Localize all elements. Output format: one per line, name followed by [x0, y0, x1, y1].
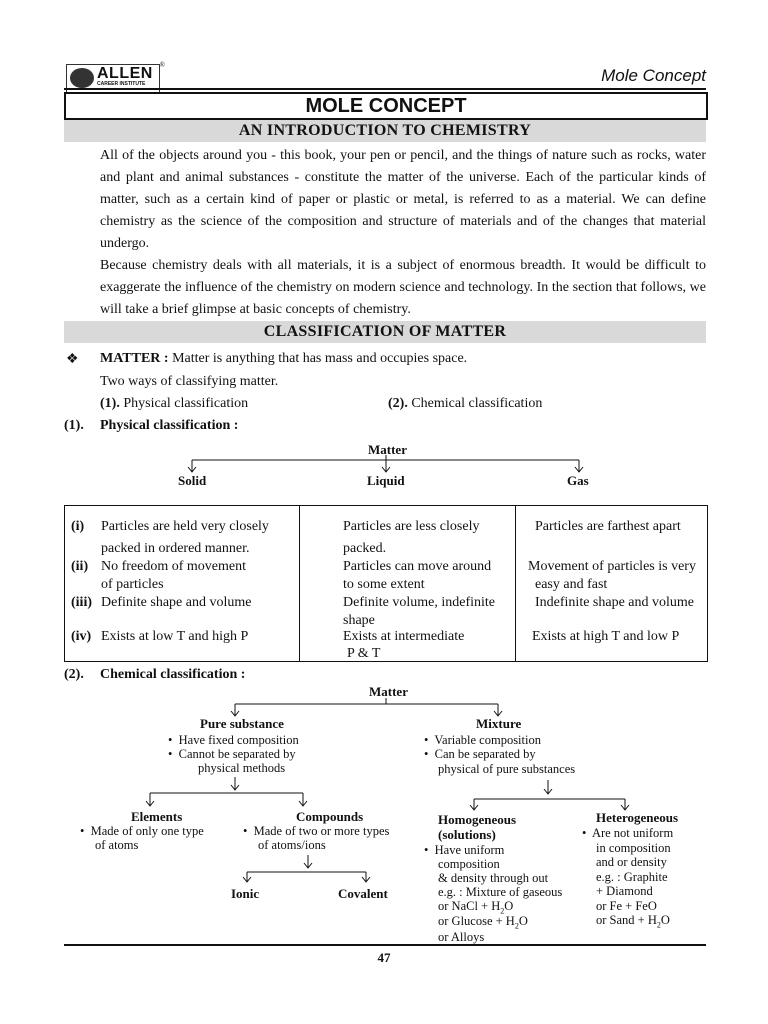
table-cell: Particles are held very closely [101, 519, 269, 534]
heterogeneous-title: Heterogeneous [596, 810, 679, 825]
homo-point: e.g. : Mixture of gaseous [438, 885, 563, 899]
homo-point: or $Glucose + H_2O$ [438, 914, 528, 931]
table-cell: Movement of particles is very [528, 559, 696, 574]
homogeneous-title: Homogeneous [438, 812, 516, 827]
table-cell: Exists at low T and high P [101, 629, 249, 644]
homogeneous-subtitle: (solutions) [438, 827, 496, 842]
matter-label: MATTER : [100, 351, 169, 366]
chemical-num: (2). [64, 667, 84, 682]
logo-brand: ALLEN [97, 65, 153, 82]
mixture-point: physical of pure substances [438, 762, 576, 776]
logo-subtitle: CAREER INSTITUTE [97, 81, 146, 87]
page-number: 47 [377, 950, 391, 965]
chemical-root: Matter [369, 684, 408, 699]
compounds-title: Compounds [296, 809, 364, 824]
running-title: Mole Concept [601, 66, 706, 85]
table-cell: Particles are less closely [343, 519, 480, 534]
homo-point: & density through out [438, 871, 549, 885]
row-num: (iii) [71, 595, 92, 610]
physical-root: Matter [368, 442, 407, 457]
table-cell: Indefinite shape and volume [535, 595, 695, 610]
homo-point: or Alloys [438, 930, 485, 944]
elements-point: • Made of only one type [80, 824, 204, 838]
registered-icon: ® [159, 61, 165, 69]
table-cell: Exists at intermediate [343, 629, 465, 644]
bullet-icon: ❖ [66, 352, 79, 367]
table-cell: to some extent [343, 577, 425, 592]
option-physical: (1). Physical classification [100, 396, 249, 411]
intro-paragraph-1: All of the objects around you - this book, your pen or pencil, and the things of nature such as rocks, water and plant and animal substances - constitute the matter of the universe. Each of the particular kinds of matter, such as a certain kind of paper or plastic or metal, is referred to as a material. We can define chemistry as the science of the composition and structure of materials and of the changes that material undergo. [100, 148, 706, 251]
table-cell: packed. [343, 541, 387, 556]
table-cell: easy and fast [535, 577, 608, 592]
physical-gas: Gas [567, 473, 589, 488]
hetero-point: + Diamond [596, 884, 653, 898]
footer-rule [64, 944, 706, 946]
classification-heading: CLASSIFICATION OF MATTER [64, 321, 706, 343]
covalent-label: Covalent [338, 886, 388, 901]
hetero-point: or Sand + $H_2O$ [596, 913, 670, 930]
table-cell: Definite volume, indefinite [343, 595, 496, 610]
option-chemical: (2). Chemical classification [388, 396, 543, 411]
pure-point: • Cannot be separated by [168, 747, 296, 761]
hetero-point: and or density [596, 855, 667, 869]
table-cell: No freedom of movement [101, 559, 247, 574]
hetero-point: • Are not uniform [582, 826, 674, 840]
mixture-title: Mixture [476, 716, 522, 731]
physical-heading: Physical classification : [100, 418, 239, 433]
intro-heading: AN INTRODUCTION TO CHEMISTRY [64, 120, 706, 142]
table-cell: Definite shape and volume [101, 595, 252, 610]
page-title: MOLE CONCEPT [64, 92, 708, 120]
table-cell: P & T [347, 646, 381, 661]
intro-paragraph-2: Because chemistry deals with all materials, it is a subject of enormous breadth. It would be difficult to exaggerate the influence of the chemistry on modern science and technology. In the section that follows, we will take a brief glimpse at basic concepts of chemistry. [100, 258, 706, 317]
table-divider [515, 506, 516, 661]
row-num: (i) [71, 519, 85, 534]
two-ways-text: Two ways of classifying matter. [100, 374, 279, 389]
row-num: (ii) [71, 559, 89, 574]
homo-point: • Have uniform [424, 843, 505, 857]
compounds-point: of atoms/ions [258, 838, 326, 852]
pure-point: physical methods [198, 761, 286, 775]
hetero-point: or Fe + FeO [596, 899, 657, 913]
hetero-point: e.g. : Graphite [596, 870, 668, 884]
table-cell: packed in ordered manner. [101, 541, 250, 556]
pure-point: • Have fixed composition [168, 733, 299, 747]
ionic-label: Ionic [231, 886, 260, 901]
table-divider [299, 506, 300, 661]
table-cell: Particles can move around [343, 559, 492, 574]
table-cell: Exists at high T and low P [532, 629, 680, 644]
table-cell: of particles [101, 577, 164, 592]
physical-table [64, 505, 708, 662]
pure-substance-title: Pure substance [200, 716, 284, 731]
homo-point: composition [438, 857, 500, 871]
table-cell: shape [343, 613, 375, 628]
homo-point: or NaCl + $H_2O$ [438, 899, 514, 916]
physical-num: (1). [64, 418, 84, 433]
physical-solid: Solid [178, 473, 207, 488]
chemical-heading: Chemical classification : [100, 667, 246, 682]
table-cell: Particles are farthest apart [535, 519, 681, 534]
matter-text: Matter is anything that has mass and occupies space. [172, 351, 468, 366]
elements-title: Elements [131, 809, 183, 824]
compounds-point: • Made of two or more types [243, 824, 390, 838]
physical-liquid: Liquid [367, 473, 405, 488]
hetero-point: in composition [596, 841, 671, 855]
mixture-point: • Variable composition [424, 733, 541, 747]
elements-point: of atoms [95, 838, 139, 852]
mixture-point: • Can be separated by [424, 747, 536, 761]
row-num: (iv) [71, 629, 92, 644]
